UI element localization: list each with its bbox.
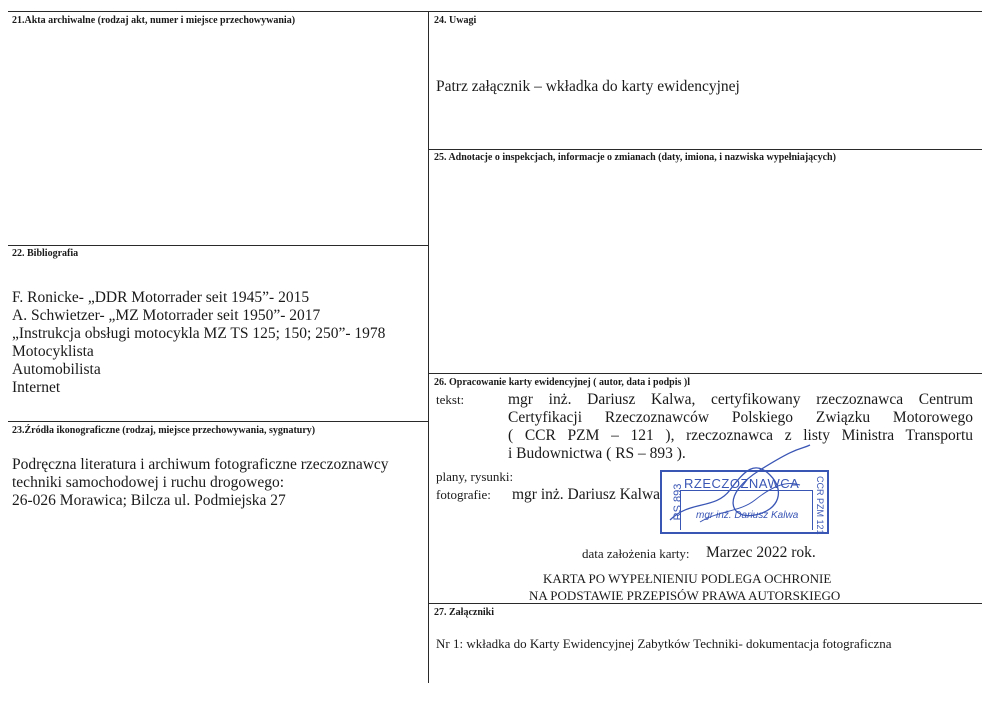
section-24-header: 24. Uwagi [434,15,477,26]
bibliography-item: F. Ronicke- „DDR Motorrader seit 1945”- 2015 [12,289,310,306]
bibliography-item: „Instrukcja obsługi motocykla MZ TS 125; 150; 250”- 1978 [12,325,386,342]
bibliography-item: Internet [12,379,61,396]
signature-icon [660,440,820,530]
copyright-notice-line2: NA PODSTAWIE PRZEPISÓW PRAWA AUTORSKIEGO [529,588,841,603]
source-line: Podręczna literatura i archiwum fotograficzne rzeczoznawcy [12,456,389,473]
author-line: ( CCR PZM – 121 ), rzeczoznawca z listy Ministra Transportu [508,427,973,444]
rule-21-22 [8,245,428,246]
copyright-notice-line1: KARTA PO WYPEŁNIENIU PODLEGA OCHRONIE [543,571,832,586]
bibliography-list [12,289,385,397]
rule-24-25 [428,149,982,150]
stamp-title: RZECZOZNAWCA [684,476,800,491]
section-21-header: 21.Akta archiwalne (rodzaj akt, numer i miejsce przechowywania) [12,15,296,26]
section-24-text: Patrz załącznik – wkładka do karty ewidencyjnej [436,78,740,95]
bibliography-item: Automobilista [12,361,101,378]
section-23-header: 23.Źródła ikonograficzne (rodzaj, miejsce przechowywania, sygnatury) [12,425,316,436]
author-line: i Budownictwa ( RS – 893 ). [508,445,686,462]
rule-25-26 [428,373,982,374]
author-line: mgr inż. Dariusz Kalwa, certyfikowany rzeczoznawca Centrum [508,391,973,408]
stamp-ccr-number: CCR PZM 121 [815,476,825,535]
plany-label: plany, rysunki: [436,469,514,484]
source-line: 26-026 Morawica; Bilcza ul. Podmiejska 27 [12,492,286,509]
section-27-header: 27. Załączniki [434,607,495,618]
iconographic-sources [12,456,389,510]
bibliography-item: Motocyklista [12,343,94,360]
section-25-header: 25. Adnotacje o inspekcjach, informacje o zmianach (daty, imiona, i nazwiska wypełniających) [434,152,836,163]
center-divider [428,11,429,683]
date-value: Marzec 2022 rok. [706,544,816,561]
fotografie-label: fotografie: [436,487,491,502]
stamp-rs-number: RS 893 [672,483,684,521]
section-26-header: 26. Opracowanie karty ewidencyjnej ( autor, data i podpis )l [434,377,691,388]
fotografie-value: mgr inż. Dariusz Kalwa [512,486,661,503]
attachment-item: Nr 1: wkładka do Karty Ewidencyjnej Zabytków Techniki- dokumentacja fotograficzna [436,636,892,651]
tekst-label: tekst: [436,392,465,407]
section-22-header: 22. Bibliografia [12,248,79,259]
bibliography-item: A. Schwietzer- „MZ Motorrader seit 1950”- 2017 [12,307,321,324]
stamp-name: mgr inż. Dariusz Kalwa [696,510,799,521]
source-line: techniki samochodowej i ruchu drogowego: [12,474,285,491]
top-rule [8,11,982,12]
date-label: data założenia karty: [582,546,690,561]
author-line: Certyfikacji Rzeczoznawców Polskiego Związku Motorowego [508,409,973,426]
rule-22-23 [8,421,428,422]
